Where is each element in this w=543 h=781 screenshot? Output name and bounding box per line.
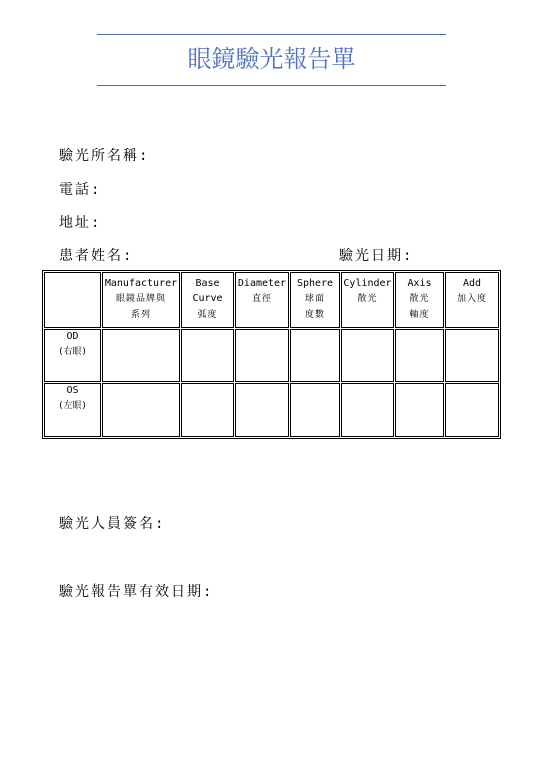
exam-date-label: 驗光日期: <box>339 248 414 264</box>
header-en: Diameter <box>237 278 287 289</box>
eye-en: OS <box>66 385 79 397</box>
header-zh: 系列 <box>130 310 151 320</box>
table-row-os <box>44 383 499 437</box>
header-zh: 散光 <box>357 294 378 304</box>
header-cell-manufacturer <box>102 272 180 328</box>
os-sphere-cell[interactable] <box>290 383 340 437</box>
header-zh: 弧度 <box>197 310 218 320</box>
header-zh: 軸度 <box>409 310 430 320</box>
os-cylinder-cell[interactable] <box>341 383 394 437</box>
validity-date-label: 驗光報告單有效日期: <box>59 584 214 600</box>
header-cell-diameter <box>235 272 289 328</box>
header-en: Axis <box>407 278 432 289</box>
od-diameter-cell[interactable] <box>235 329 289 383</box>
header-zh: 眼鏡品牌與 <box>115 294 166 304</box>
eye-zh: (右眼) <box>58 346 87 357</box>
header-en: Sphere <box>296 278 334 289</box>
header-cell-sphere <box>290 272 340 328</box>
header-corner-cell <box>44 272 101 328</box>
header-en: Manufacturer <box>104 278 178 289</box>
os-axis-cell[interactable] <box>395 383 444 437</box>
od-sphere-cell[interactable] <box>290 329 340 383</box>
header-zh: 球面 <box>304 294 325 304</box>
patient-name-label: 患者姓名: <box>59 248 134 264</box>
header-zh: 度數 <box>304 310 325 320</box>
header-cell-add <box>445 272 499 328</box>
os-base-curve-cell[interactable] <box>181 383 234 437</box>
title-rule-top <box>97 34 446 35</box>
od-manufacturer-cell[interactable] <box>102 329 180 383</box>
prescription-table <box>42 270 501 439</box>
header-cell-cylinder <box>341 272 394 328</box>
od-add-cell[interactable] <box>445 329 499 383</box>
row-label-os <box>44 383 101 437</box>
eye-en: OD <box>66 330 79 342</box>
phone-label: 電話: <box>59 182 102 198</box>
header-en: Cylinder <box>343 278 392 289</box>
page-title: 眼鏡驗光報告單 <box>187 45 356 73</box>
od-cylinder-cell[interactable] <box>341 329 394 383</box>
header-en: Add <box>462 278 482 289</box>
header-zh: 加入度 <box>456 294 487 304</box>
os-manufacturer-cell[interactable] <box>102 383 180 437</box>
table-row-od <box>44 329 499 383</box>
row-label-od <box>44 329 101 383</box>
address-label: 地址: <box>59 215 102 231</box>
header-cell-base-curve <box>181 272 234 328</box>
header-en: Base <box>195 278 220 289</box>
os-diameter-cell[interactable] <box>235 383 289 437</box>
header-cell-axis <box>395 272 444 328</box>
table-header-row <box>44 272 499 328</box>
title-rule-bottom <box>97 85 446 86</box>
eye-zh: (左眼) <box>58 401 87 412</box>
signature-label: 驗光人員簽名: <box>59 516 166 532</box>
clinic-name-label: 驗光所名稱: <box>59 148 150 164</box>
header-zh: Curve <box>192 293 223 304</box>
header-zh: 直徑 <box>251 294 272 304</box>
header-zh: 散光 <box>409 294 430 304</box>
od-base-curve-cell[interactable] <box>181 329 234 383</box>
od-axis-cell[interactable] <box>395 329 444 383</box>
os-add-cell[interactable] <box>445 383 499 437</box>
